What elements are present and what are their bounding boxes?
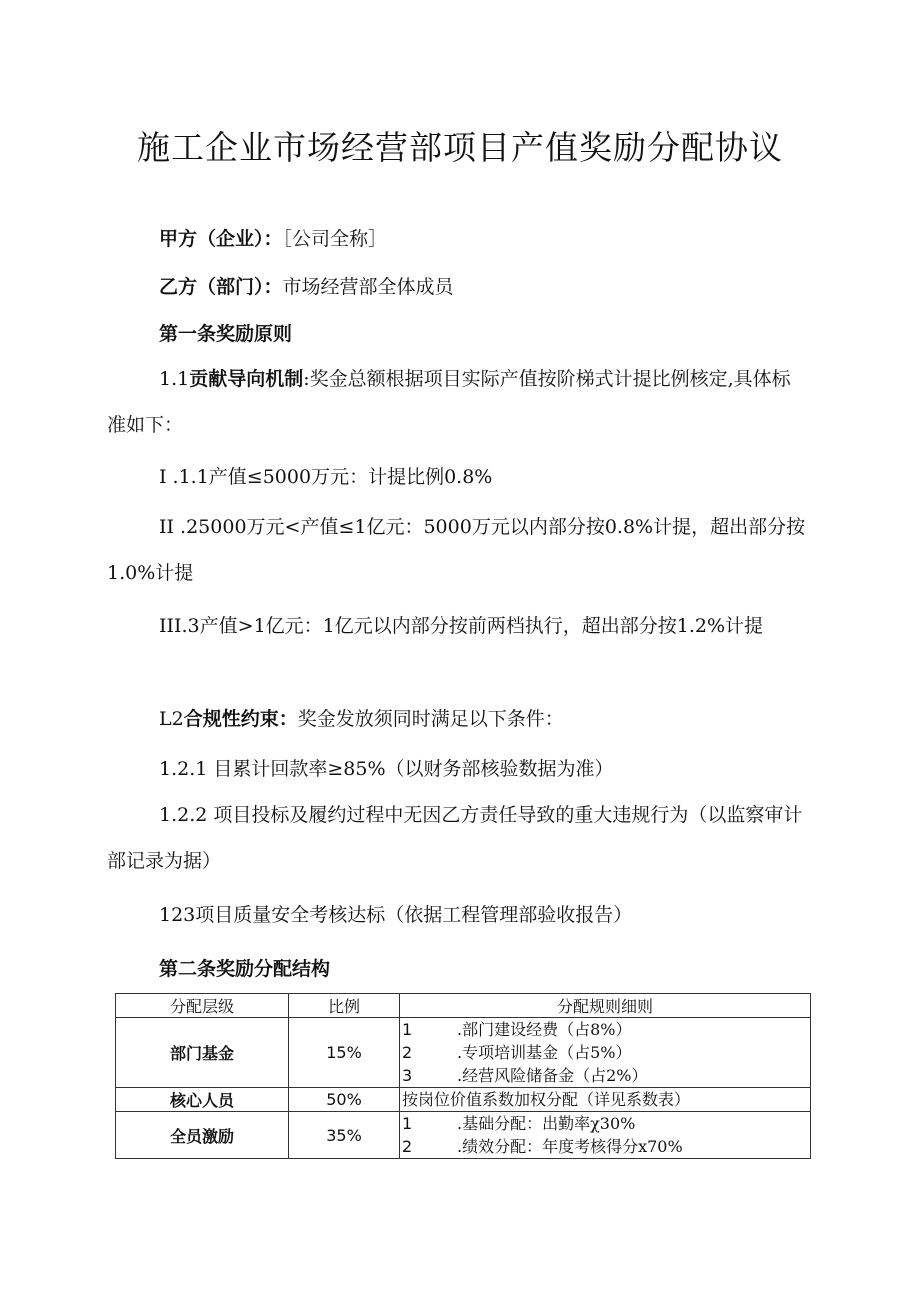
party-a-line [159,224,387,254]
para-1-1-prefix: 1.1 [159,368,190,390]
rule-item [402,1041,810,1064]
rule-text: .绩效分配：年度考核得分x70% [457,1137,683,1156]
tier-3: III.3产值>1亿元：1亿元以内部分按前两档执行，超出部分按1.2%计提 [159,615,764,637]
rule-text: .基础分配：出勤率χ30% [457,1114,636,1133]
party-b-line [159,272,454,302]
article2-heading: 第二条奖励分配结构 [159,958,331,980]
row-level: 部门基金 [116,1018,289,1088]
rule-item [402,1018,810,1041]
header-level: 分配层级 [116,994,289,1018]
page-title: 施工企业市场经营部项目产值奖励分配协议 [137,128,783,167]
tier-1: I .1.1产值≤5000万元：计提比例0.8% [159,466,493,488]
table-row [116,1018,811,1088]
condition-2: 1.2.2 项目投标及履约过程中无因乙方责任导致的重大违规行为（以监察审计部记录为据） [107,804,803,872]
condition-1: 1.2.1 目累计回款率≥85%（以财务部核验数据为准） [159,758,614,780]
distribution-table [115,993,811,1159]
para-1-1-label: 贡献导向机制 [189,368,304,390]
article1-heading: 第一条奖励原则 [159,323,293,345]
row-rules [400,1112,811,1159]
row-ratio: 15% [289,1018,400,1088]
table-row [116,1088,811,1112]
rule-num: 2 [402,1043,413,1062]
rule-text: 按岗位价值系数加权分配（详见系数表） [402,1090,691,1109]
rule-text: .部门建设经费（占8%） [457,1020,632,1039]
rule-item [402,1064,810,1087]
header-ratio: 比例 [289,994,400,1018]
article1-para-1-2 [159,704,564,734]
rule-num: 1 [402,1020,413,1039]
rule-num: 2 [402,1137,413,1156]
rule-num: 3 [402,1066,413,1085]
party-b-label: 乙方（部门）： [159,276,283,298]
para-1-2-label: 合规性约束： [183,708,298,730]
row-level: 核心人员 [116,1088,289,1112]
rule-text: .经营风险储备金（占2%） [457,1066,648,1085]
party-a-label: 甲方（企业）： [159,228,283,250]
row-level: 全员激励 [116,1112,289,1159]
table-header-row [116,994,811,1018]
party-b-value: 市场经营部全体成员 [282,276,454,298]
party-a-value: ［公司全称］ [282,228,388,250]
row-ratio: 50% [289,1088,400,1112]
rule-item [402,1112,810,1135]
header-rules: 分配规则细则 [400,994,811,1018]
row-ratio: 35% [289,1112,400,1159]
row-rules [400,1018,811,1088]
row-rules [400,1088,811,1112]
table-row [116,1112,811,1159]
para-1-2-text: 奖金发放须同时满足以下条件： [297,708,564,730]
rule-text: .专项培训基金（占5%） [457,1043,632,1062]
tier-2: II .25000万元<产值≤1亿元：5000万元以内部分按0.8%计提，超出部分按1.0%计提 [107,516,806,584]
article1-para-1-1 [107,356,807,448]
rule-num: 1 [402,1114,413,1133]
rule-item [402,1135,810,1158]
condition-3: 123项目质量安全考核达标（依据工程管理部验收报告） [159,904,633,926]
para-1-2-prefix: L2 [159,708,184,730]
para-1-1-text: :奖金总额根据项目实际产值按阶梯式计提比例核定,具体标准如下： [107,368,791,436]
